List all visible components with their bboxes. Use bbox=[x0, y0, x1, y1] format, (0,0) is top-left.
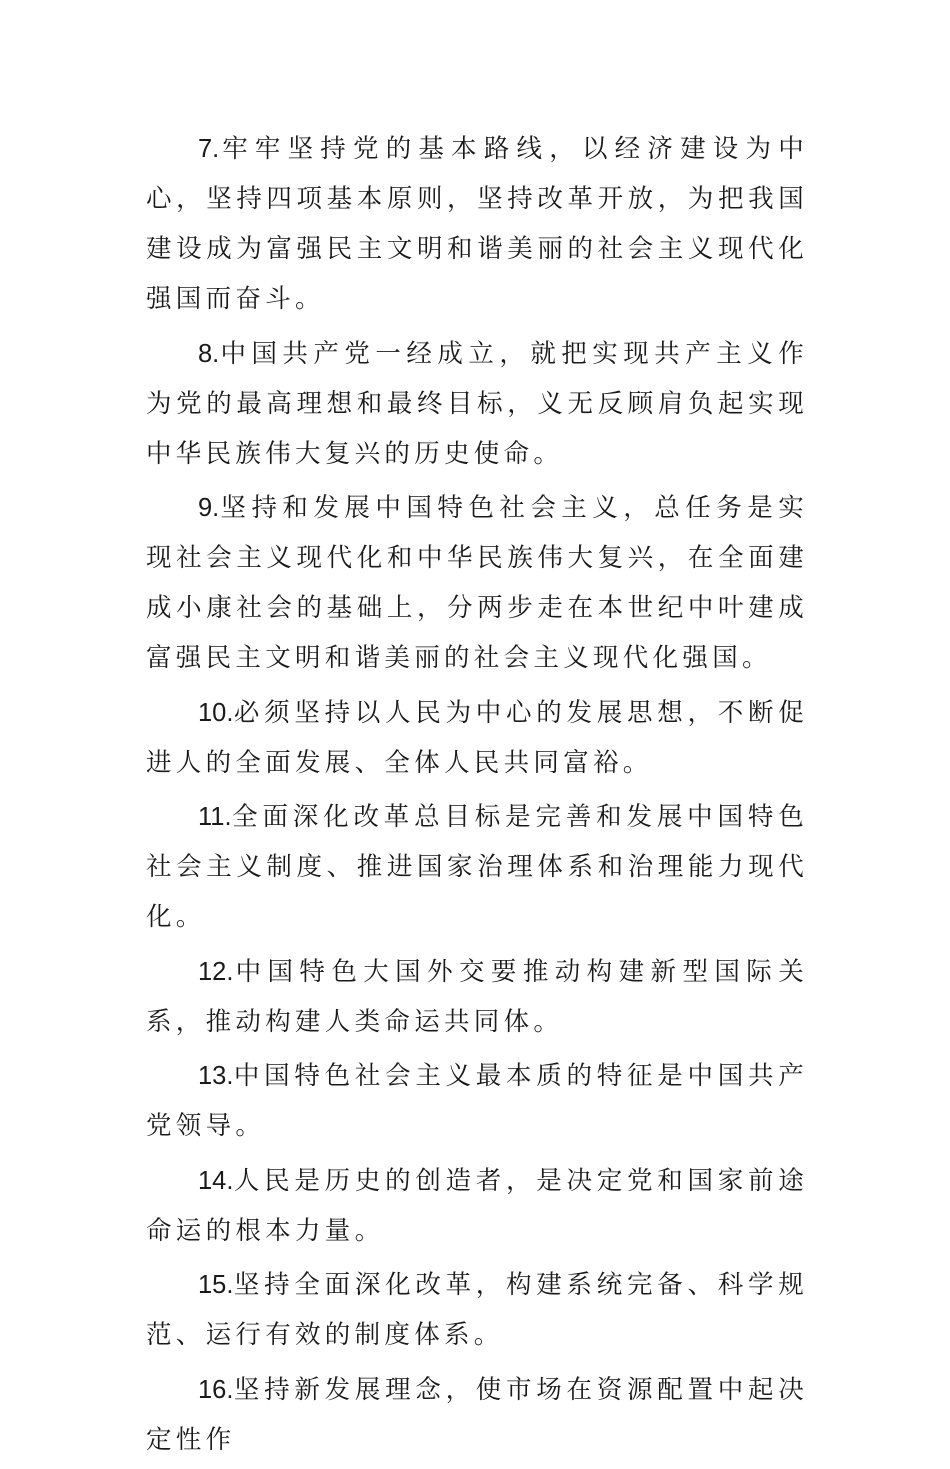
paragraph-text: 坚持新发展理念，使市场在资源配置中起决定性作 bbox=[146, 1374, 808, 1455]
paragraph-13 bbox=[146, 1051, 808, 1151]
paragraph-number: 12. bbox=[198, 957, 234, 986]
paragraph-text: 坚持全面深化改革，构建系统完备、科学规范、运行有效的制度体系。 bbox=[146, 1270, 808, 1350]
paragraph-10 bbox=[146, 688, 808, 788]
paragraph-12 bbox=[146, 947, 808, 1047]
paragraph-text: 必须坚持以人民为中心的发展思想，不断促进人的全面发展、全体人民共同富裕。 bbox=[146, 697, 808, 778]
paragraph-number: 9. bbox=[198, 494, 220, 522]
paragraph-number: 11. bbox=[198, 803, 232, 831]
paragraph-16 bbox=[146, 1365, 808, 1465]
paragraph-number: 15. bbox=[198, 1271, 234, 1299]
paragraph-number: 16. bbox=[198, 1375, 234, 1404]
paragraph-number: 14. bbox=[198, 1166, 234, 1195]
paragraph-text: 坚持和发展中国特色社会主义，总任务是实现社会主义现代化和中华民族伟大复兴，在全面建成小康社会的基础上，分两步走在本世纪中叶建成富强民主文明和谐美丽的社会主义现代化强国。 bbox=[146, 493, 808, 673]
document-body bbox=[146, 124, 808, 1469]
paragraph-number: 7. bbox=[198, 135, 220, 163]
paragraph-number: 8. bbox=[198, 339, 220, 368]
paragraph-9 bbox=[146, 483, 808, 683]
paragraph-text: 中国特色社会主义最本质的特征是中国共产党领导。 bbox=[146, 1061, 808, 1141]
paragraph-11 bbox=[146, 792, 808, 942]
paragraph-text: 牢牢坚持党的基本路线，以经济建设为中心，坚持四项基本原则，坚持改革开放，为把我国建设成为富强民主文明和谐美丽的社会主义现代化强国而奋斗。 bbox=[146, 134, 808, 314]
paragraph-7 bbox=[146, 124, 808, 324]
paragraph-14 bbox=[146, 1156, 808, 1256]
paragraph-number: 13. bbox=[198, 1062, 234, 1090]
paragraph-text: 中国特色大国外交要推动构建新型国际关系，推动构建人类命运共同体。 bbox=[146, 956, 808, 1037]
paragraph-text: 中国共产党一经成立，就把实现共产主义作为党的最高理想和最终目标，义无反顾肩负起实现中华民族伟大复兴的历史使命。 bbox=[146, 338, 808, 469]
paragraph-text: 人民是历史的创造者，是决定党和国家前途命运的根本力量。 bbox=[146, 1165, 808, 1246]
paragraph-8 bbox=[146, 329, 808, 479]
paragraph-15 bbox=[146, 1260, 808, 1360]
paragraph-text: 全面深化改革总目标是完善和发展中国特色社会主义制度、推进国家治理体系和治理能力现代化。 bbox=[146, 802, 808, 932]
paragraph-number: 10. bbox=[198, 698, 234, 727]
